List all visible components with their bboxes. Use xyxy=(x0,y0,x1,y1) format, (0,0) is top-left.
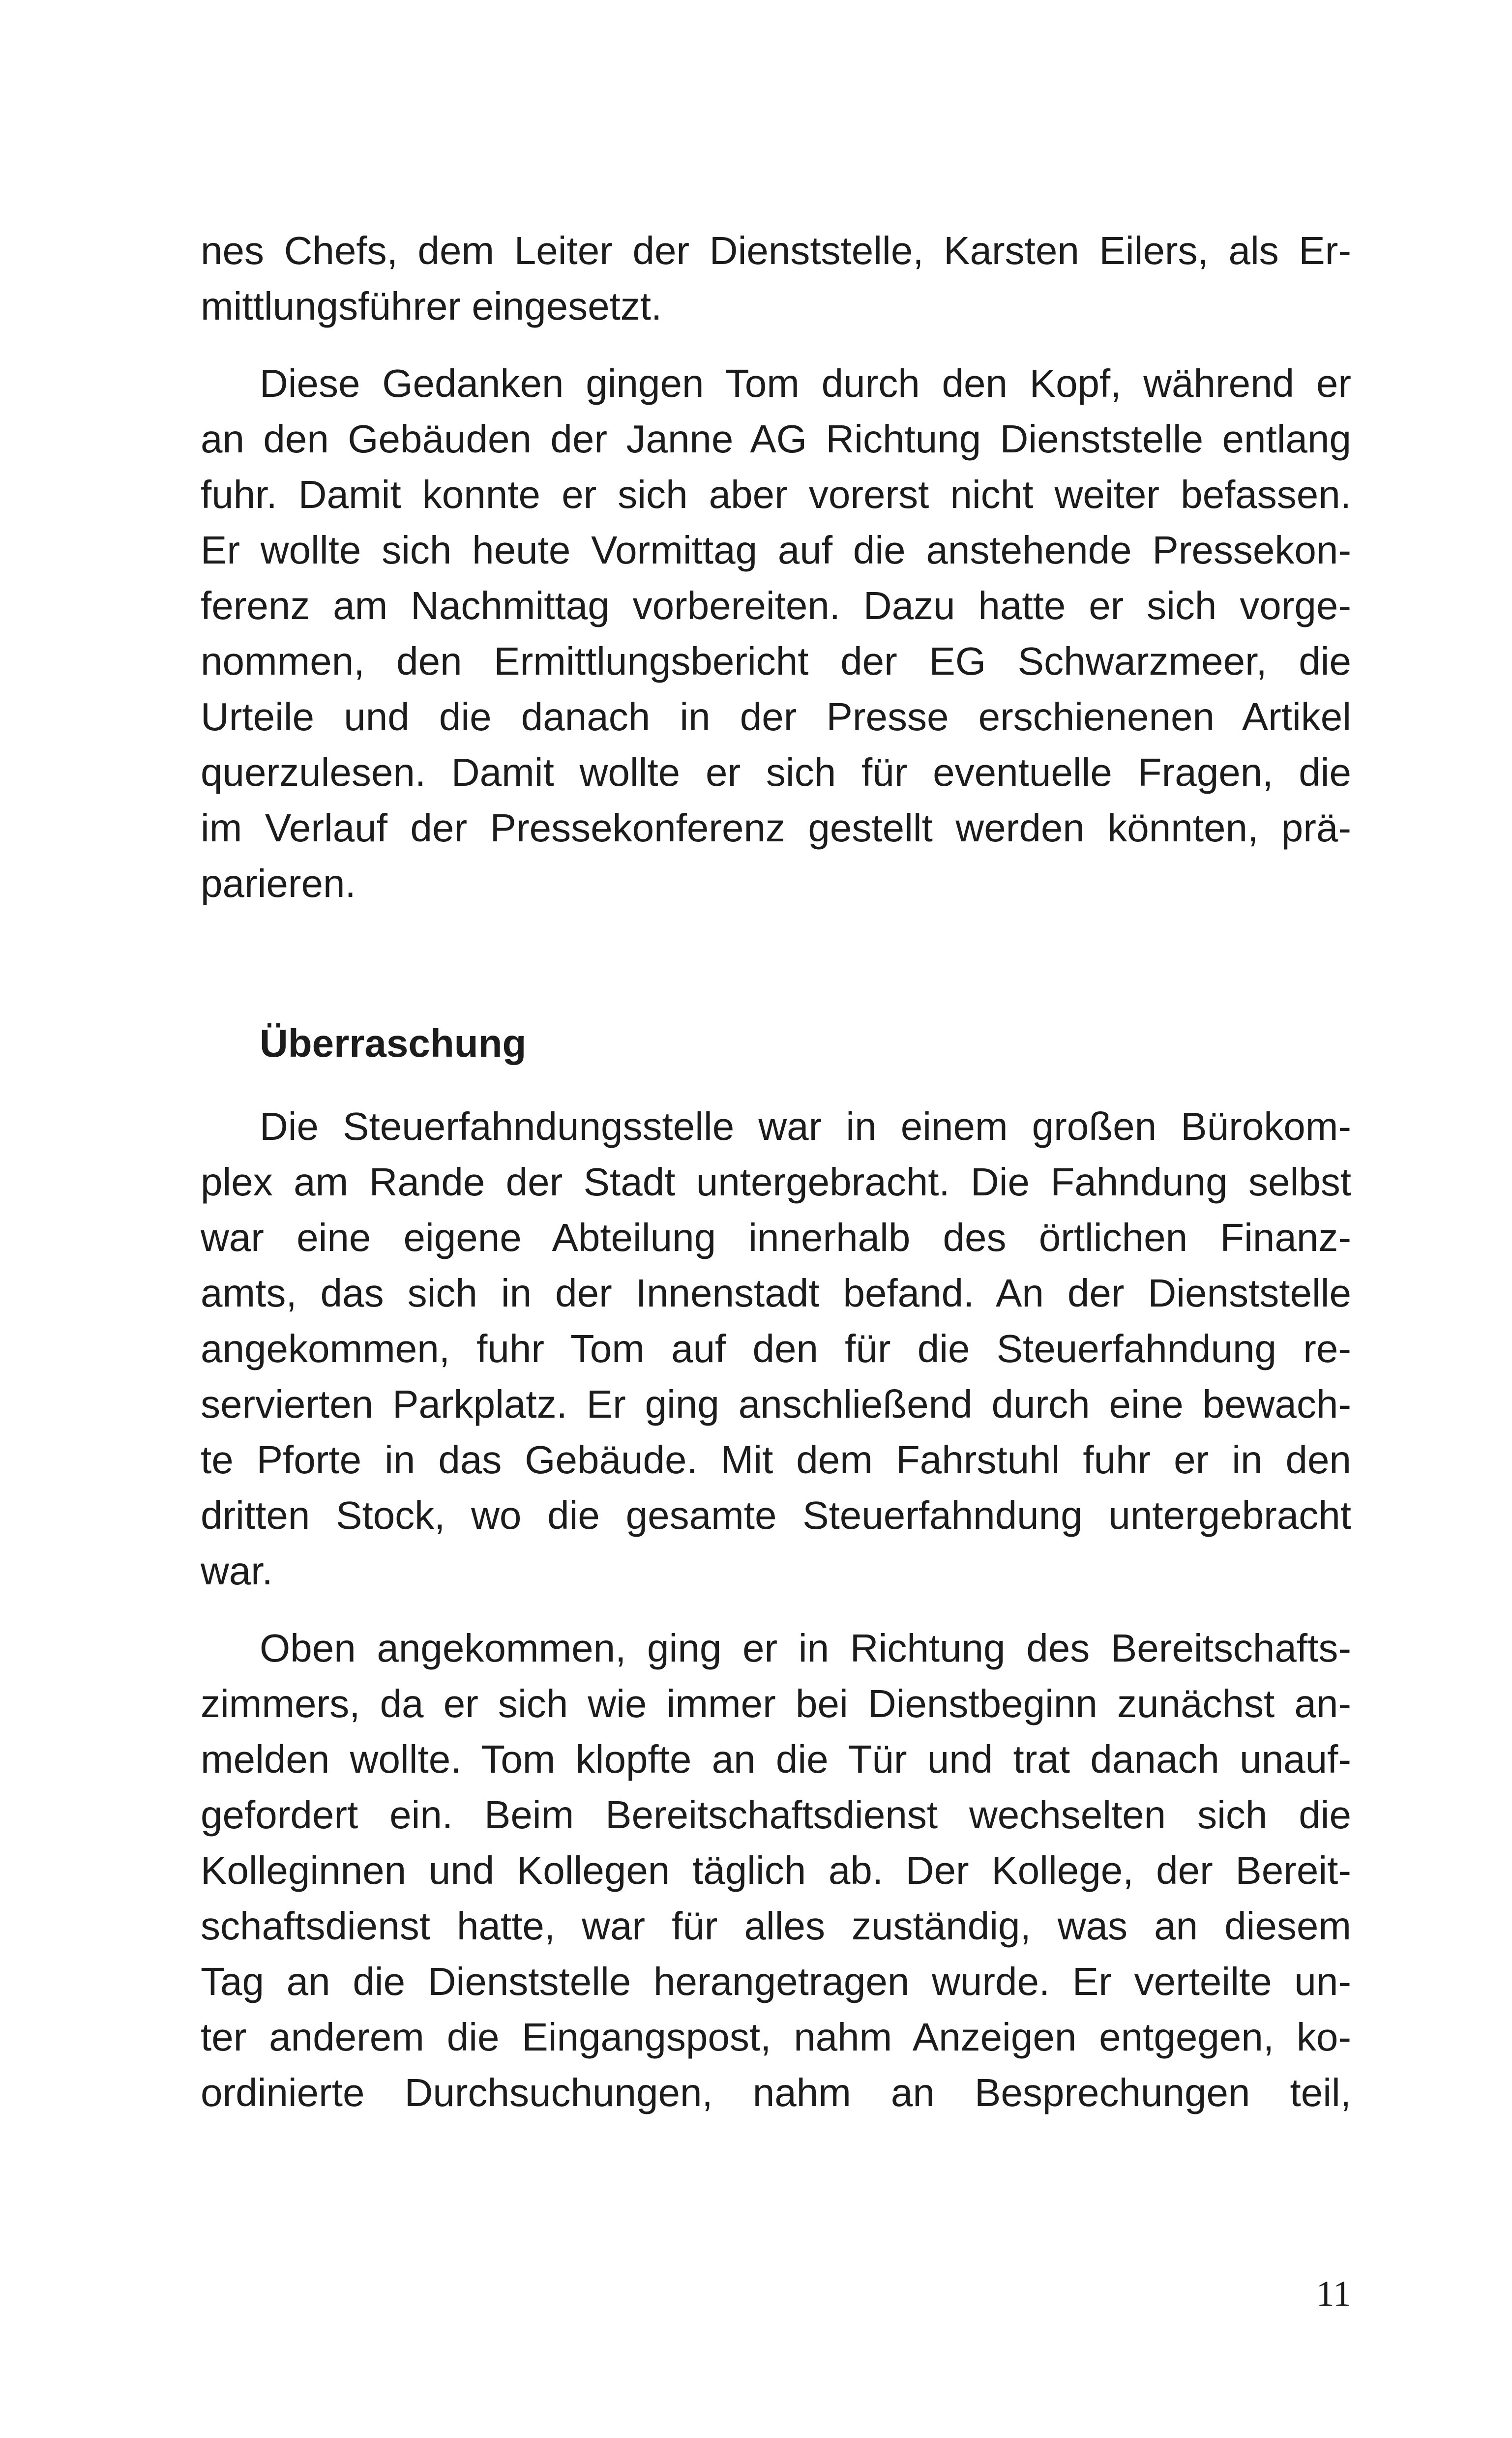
page-number: 11 xyxy=(1316,2274,1351,2314)
text-line: an den Gebäuden der Janne AG Richtung Dienststelle entlang xyxy=(201,417,1351,461)
text-line: zimmers, da er sich wie immer bei Dienstbeginn zunächst an- xyxy=(201,1682,1351,1725)
text-line: servierten Parkplatz. Er ging anschließend durch eine bewach- xyxy=(201,1382,1351,1426)
text-line: Kolleginnen und Kollegen täglich ab. Der Kollege, der Bereit- xyxy=(201,1848,1351,1892)
text-line: angekommen, fuhr Tom auf den für die Steuerfahndung re- xyxy=(201,1327,1351,1370)
text-line: dritten Stock, wo die gesamte Steuerfahndung untergebracht xyxy=(201,1493,1351,1537)
text-line: ter anderem die Eingangspost, nahm Anzeigen entgegen, ko- xyxy=(201,2015,1351,2059)
text-line: Urteile und die danach in der Presse erschienenen Artikel xyxy=(201,695,1351,739)
text-line: Diese Gedanken gingen Tom durch den Kopf, während er xyxy=(260,361,1351,405)
text-line: nes Chefs, dem Leiter der Dienststelle, Karsten Eilers, als Er- xyxy=(201,229,1351,272)
text-line: nommen, den Ermittlungsbericht der EG Schwarzmeer, die xyxy=(201,639,1351,683)
text-line: Oben angekommen, ging er in Richtung des Bereitschafts- xyxy=(260,1626,1351,1670)
text-line: plex am Rande der Stadt untergebracht. Die Fahndung selbst xyxy=(201,1160,1351,1204)
text-line: fuhr. Damit konnte er sich aber vorerst nicht weiter befassen. xyxy=(201,473,1351,516)
text-line: mittlungsführer eingesetzt. xyxy=(201,284,662,328)
text-line: melden wollte. Tom klopfte an die Tür und trat danach unauf- xyxy=(201,1737,1351,1781)
section-heading: Überraschung xyxy=(260,1021,527,1065)
text-line: parieren. xyxy=(201,862,356,905)
text-line: amts, das sich in der Innenstadt befand. An der Dienststelle xyxy=(201,1271,1351,1315)
text-line: Tag an die Dienststelle herangetragen wurde. Er verteilte un- xyxy=(201,1960,1351,2003)
text-line: im Verlauf der Pressekonferenz gestellt werden könnten, prä- xyxy=(201,806,1351,850)
text-line: ordinierte Durchsuchungen, nahm an Besprechungen teil, xyxy=(201,2071,1351,2114)
text-line: querzulesen. Damit wollte er sich für eventuelle Fragen, die xyxy=(201,750,1351,794)
text-line: schaftsdienst hatte, war für alles zuständig, was an diesem xyxy=(201,1904,1351,1948)
text-line: ferenz am Nachmittag vorbereiten. Dazu hatte er sich vorge- xyxy=(201,584,1351,627)
text-line: Er wollte sich heute Vormittag auf die anstehende Pressekon- xyxy=(201,528,1351,572)
text-line: war. xyxy=(201,1549,273,1593)
text-line: war eine eigene Abteilung innerhalb des örtlichen Finanz- xyxy=(201,1216,1351,1259)
text-line: Die Steuerfahndungsstelle war in einem großen Bürokom- xyxy=(260,1104,1351,1148)
text-line: gefordert ein. Beim Bereitschaftsdienst wechselten sich die xyxy=(201,1793,1351,1837)
text-line: te Pforte in das Gebäude. Mit dem Fahrstuhl fuhr er in den xyxy=(201,1438,1351,1482)
